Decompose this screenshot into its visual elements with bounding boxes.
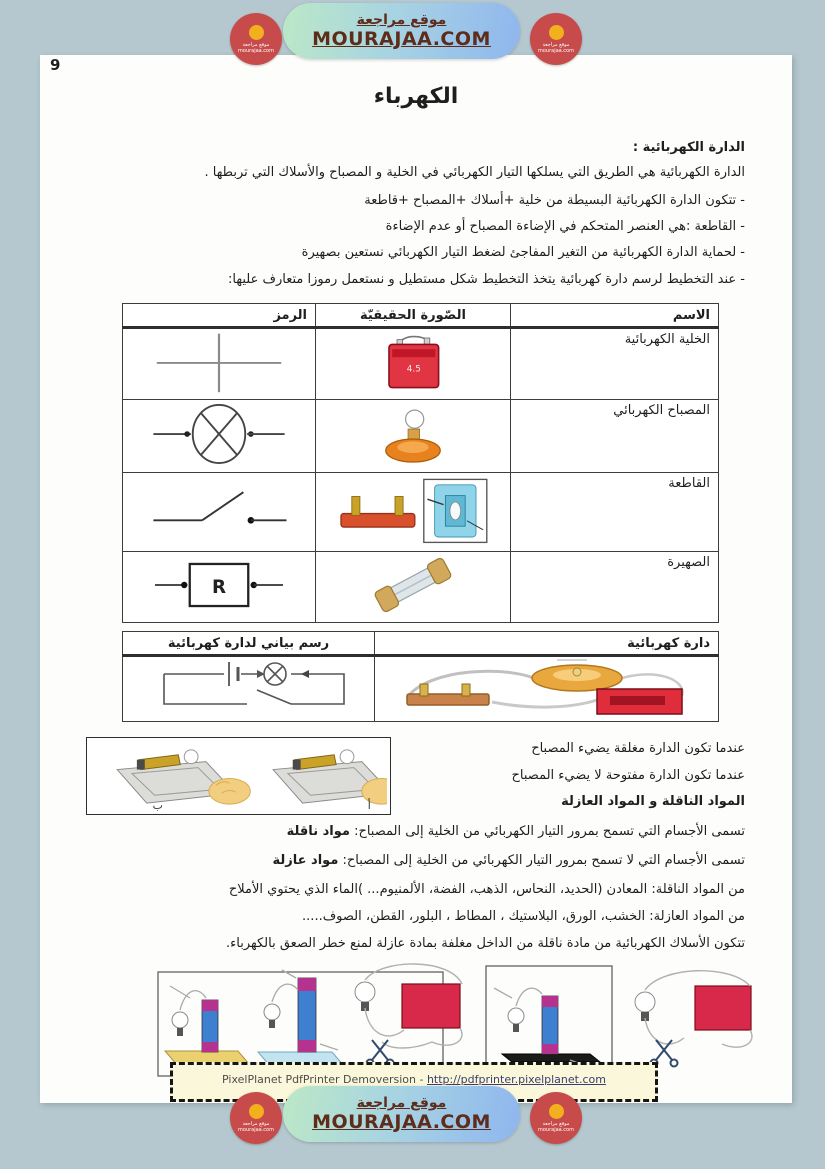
- insulators-definition: [97, 851, 745, 871]
- site-domain: MOURAJAA.COM: [312, 1111, 491, 1133]
- logo-dot-icon: [549, 1104, 564, 1119]
- logo-text-url: mourajaa.com: [237, 1126, 274, 1133]
- note-closed-circuit: عندما تكون الدارة مغلقة يضيء المصباح: [531, 741, 745, 756]
- logo-dot-icon: [549, 25, 564, 40]
- logo-text-ar: موقع مراجعة: [242, 1120, 270, 1127]
- logo-dot-icon: [249, 1104, 264, 1119]
- circuit-boards-image: [87, 738, 387, 811]
- logo-text-ar: موقع مراجعة: [242, 41, 270, 48]
- materials-heading: المواد الناقلة و المواد العازلة: [561, 794, 745, 809]
- insulators-examples: من المواد العازلة: الخشب، الورق، البلاستيك ، المطاط ، البلور، القطن، الصوف.....: [302, 909, 745, 924]
- component-name: الصهيرة: [511, 552, 719, 623]
- site-logo-icon: [530, 13, 582, 65]
- lamp-symbol: [123, 400, 316, 473]
- component-name: المصباح الكهربائي: [511, 400, 719, 473]
- fuse-symbol: [123, 552, 316, 623]
- site-logo-icon: [530, 1092, 582, 1144]
- site-logo-icon: [230, 13, 282, 65]
- conductors-definition: [97, 822, 745, 842]
- insulators-def-text: تسمى الأجسام التي لا تسمح بمرور التيار الكهربائي من الخلية إلى المصباح:: [338, 853, 745, 868]
- battery-image: [363, 330, 463, 394]
- circuit-diagram: [123, 656, 375, 722]
- site-logo-icon: [230, 1092, 282, 1144]
- circuit-header-diagram: رسم بياني لدارة كهربائية: [123, 632, 375, 656]
- logo-dot-icon: [249, 25, 264, 40]
- intro-line: - تتكون الدارة الكهربائية البسيطة من خلية +أسلاك +المصباح +قاطعة: [364, 193, 745, 208]
- component-name: الخلية الكهربائية: [511, 328, 719, 400]
- switch-symbol: [123, 473, 316, 552]
- table-row-fuse: [123, 552, 719, 623]
- site-name-arabic: موقع مراجعة: [356, 12, 447, 28]
- insulators-term: مواد عازلة: [272, 853, 339, 868]
- svg-text:R: R: [211, 577, 227, 599]
- note-open-circuit: عندما تكون الدارة مفتوحة لا يضيء المصباح: [511, 768, 745, 783]
- svg-text:4.5: 4.5: [406, 364, 421, 375]
- lamp-photo: [316, 400, 511, 473]
- site-name-arabic: موقع مراجعة: [356, 1095, 447, 1111]
- logo-text-ar: موقع مراجعة: [542, 1120, 570, 1127]
- site-banner-top[interactable]: [283, 3, 520, 59]
- page-number: 9: [50, 56, 61, 74]
- logo-text-url: mourajaa.com: [537, 1126, 574, 1133]
- battery-photo: [316, 328, 511, 400]
- components-table: [122, 303, 719, 623]
- fuse-photo: [316, 552, 511, 623]
- wires-note: تتكون الأسلاك الكهربائية من مادة ناقلة من الداخل مغلفة بمادة عازلة لمنع خطر الصعق بالكهرباء.: [226, 936, 745, 951]
- circuit-photo: [375, 656, 719, 722]
- conductors-examples: من المواد الناقلة: المعادن (الحديد، النحاس، الذهب، الفضة، الألمنيوم... )الماء الذي يحتوي الأملاح: [228, 882, 745, 897]
- conductors-term: مواد ناقلة: [286, 824, 350, 839]
- conductors-def-text: تسمى الأجسام التي تسمح بمرور التيار الكهربائي من الخلية إلى المصباح:: [349, 824, 745, 839]
- col-header-picture: الصّورة الحقيقيّة: [316, 304, 511, 328]
- site-domain: MOURAJAA.COM: [312, 28, 491, 50]
- logo-text-ar: موقع مراجعة: [542, 41, 570, 48]
- col-header-symbol: الرمز: [123, 304, 316, 328]
- intro-line: الدارة الكهربائية هي الطريق التي يسلكها التيار الكهربائي في الخلية و المصباح والأسلاك التي تربطها .: [204, 165, 745, 180]
- table-row-switch: [123, 473, 719, 552]
- intro-line: - عند التخطيط لرسم دارة كهربائية يتخذ التخطيط شكل مستطيل و نستعمل رموزا متعارف عليها:: [228, 272, 745, 287]
- component-name: القاطعة: [511, 473, 719, 552]
- svg-text:ب: ب: [152, 799, 163, 811]
- watermark-text: PixelPlanet PdfPrinter Demoversion -: [222, 1073, 427, 1086]
- watermark-url: http://pdfprinter.pixelplanet.com: [426, 1073, 606, 1086]
- intro-line: - لحماية الدارة الكهربائية من التغير المفاجئ لضغط التيار الكهربائي نستعين بصهيرة: [301, 245, 745, 260]
- site-banner-bottom[interactable]: [283, 1086, 520, 1142]
- logo-text-url: mourajaa.com: [537, 47, 574, 54]
- svg-text:أ: أ: [367, 799, 371, 811]
- table-row-cell: [123, 328, 719, 400]
- circuit-header-real: دارة كهربائية: [375, 632, 719, 656]
- experiment-figure-box: [86, 737, 391, 815]
- intro-line: - القاطعة :هي العنصر المتحكم في الإضاءة المصباح أو عدم الإضاءة: [385, 219, 745, 234]
- switch-photo: [316, 473, 511, 552]
- section-heading-circuit: الدارة الكهربائية :: [632, 140, 745, 155]
- page-title: الكهرباء: [373, 84, 459, 109]
- col-header-name: الاسم: [511, 304, 719, 328]
- table-row-lamp: [123, 400, 719, 473]
- logo-text-url: mourajaa.com: [237, 47, 274, 54]
- battery-symbol: [123, 328, 316, 400]
- circuit-table: [122, 631, 719, 722]
